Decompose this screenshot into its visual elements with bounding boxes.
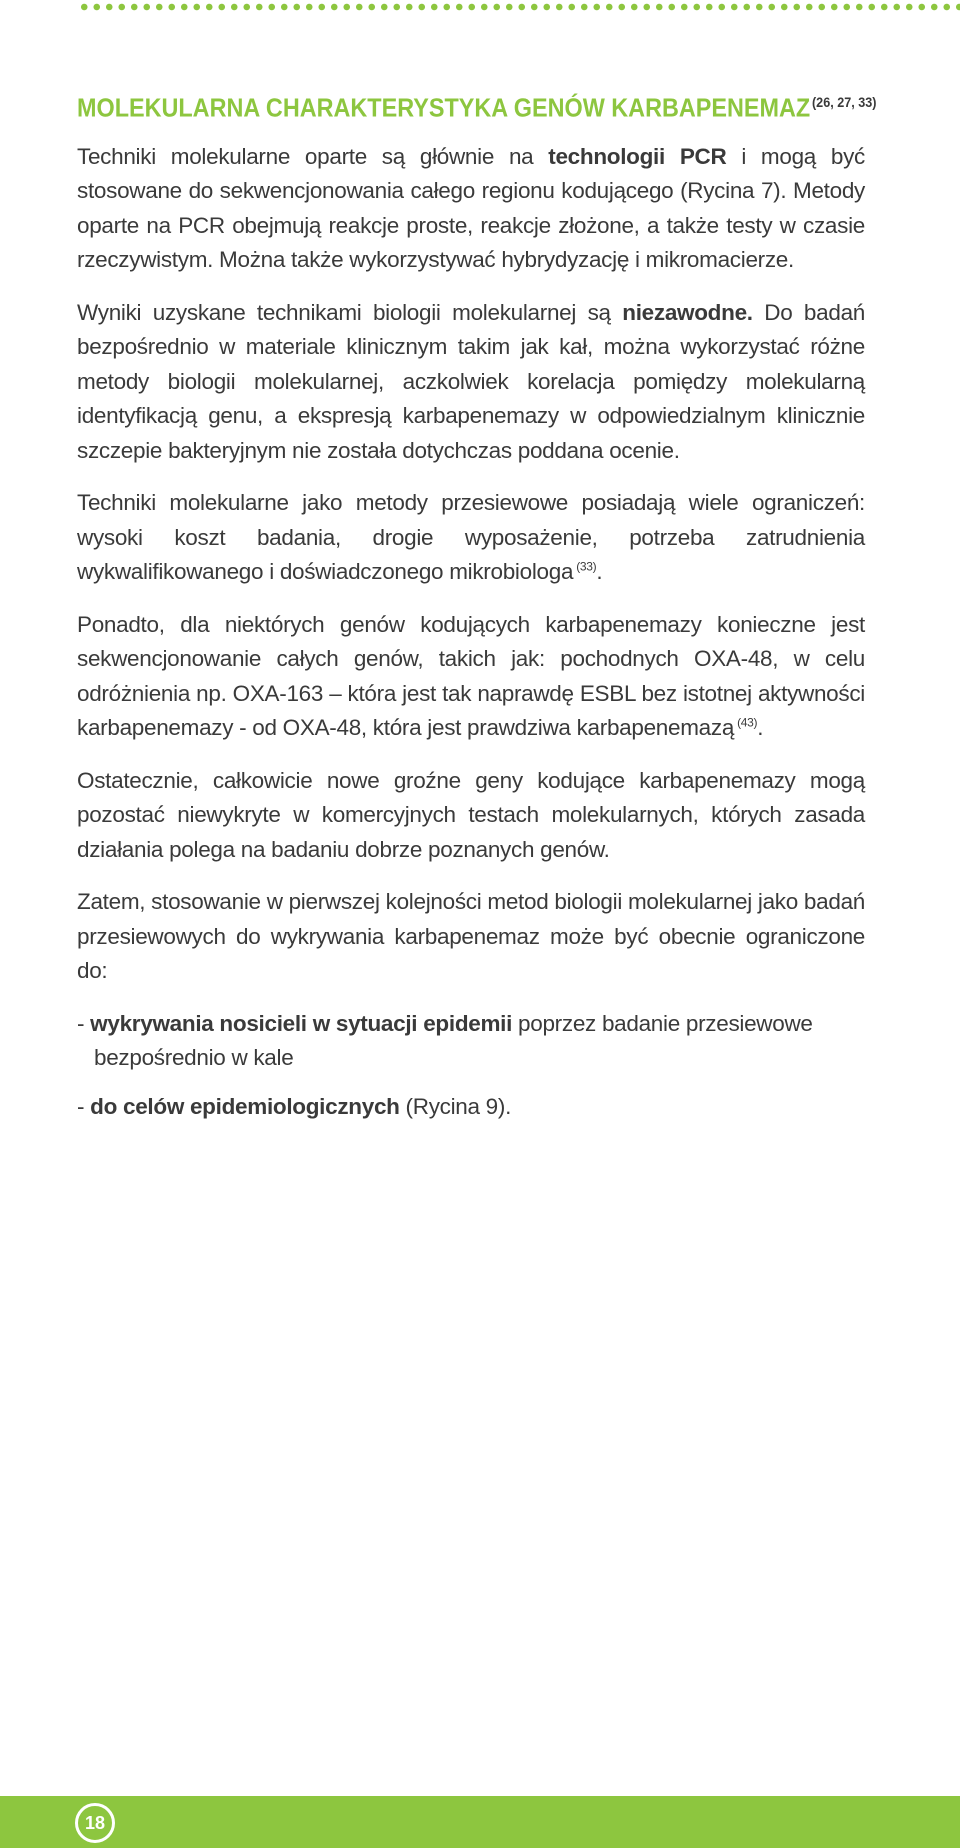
bold-term: niezawodne. [622,299,753,325]
section-heading [77,82,877,128]
paragraph-pcr [77,140,865,278]
reference-marker: (43) [734,715,758,730]
paragraph-reliability [77,296,865,469]
heading-reference: (26, 27, 33) [811,94,877,110]
paragraph-text: Ponadto, dla niektórych genów kodujących karbapenemazy konieczne jest sekwencjonowanie całych genów, takich jak: pochodnych OXA-48, w celu odróżnienia np. OXA-163 – która jest tak naprawdę ESBL bez istotnej aktywności karbapenemazy - od OXA-48, która jest prawdziwa karbapenemazą [77,611,865,741]
bullet-dash: - [77,1093,91,1119]
bullet-item [77,1007,865,1076]
paragraph-limitations [77,486,865,590]
paragraph-text: Techniki molekularne oparte są głównie na [77,143,549,169]
paragraph-text: . [757,715,764,741]
paragraph-sequencing [77,608,865,746]
paragraph-text: i mogą być stosowane do sekwencjonowania całego regionu kodującego (Rycina 7). Metody oparte na PCR obejmują reakcje proste, reakcje złożone, a także testy w czasie rzeczywistym. Można także wykorzystywać hybrydyzację i mikromacierze. [77,143,866,273]
footer-bar [0,1796,960,1848]
bullet-item [77,1090,865,1125]
paragraph-text: Techniki molekularne jako metody przesiewowe posiadają wiele ograniczeń: wysoki koszt badania, drogie wyposażenie, potrzeba zatrudnienia wykwalifikowanego i doświadczonego mikrobiologa [77,490,865,585]
decorative-dotted-border [78,2,960,12]
paragraph-text: (Rycina 9). [399,1093,512,1119]
paragraph-text: poprzez badanie przesiewowe bezpośrednio w kale [94,1010,813,1071]
paragraph-text: Zatem, stosowanie w pierwszej kolejności metod biologii molekularnej jako badań przesiewowych do wykrywania karbapenemaz może być obecnie ograniczone do: [77,889,865,984]
section-heading-title: MOLEKULARNA CHARAKTERYSTYKA GENÓW KARBAPENEMAZ [77,92,811,123]
page-content [77,82,877,1138]
page-number: 18 [75,1803,115,1843]
bold-term: wykrywania nosicieli w sytuacji epidemii [90,1010,513,1036]
paragraph-conclusion [77,885,865,989]
paragraph-text: Wyniki uzyskane technikami biologii molekularnej są [77,299,623,325]
paragraph-text: Ostatecznie, całkowicie nowe groźne geny kodujące karbapenemazy mogą pozostać niewykryte w komercyjnych testach molekularnych, których zasada działania polega na badaniu dobrze poznanych genów. [77,767,865,862]
reference-marker: (33) [573,559,597,574]
paragraph-text: . [596,559,603,585]
paragraph-text: Do badań bezpośrednio w materiale klinicznym takim jak kał, można wykorzystać różne metody biologii molekularnej, aczkolwiek korelacja pomiędzy molekularną identyfikacją genu, a ekspresją karbapenemazy w odpowiedzialnym klinicznie szczepie bakteryjnym nie została dotychczas poddana ocenie. [77,299,865,463]
paragraph-new-genes [77,764,865,868]
bold-term: do celów epidemiologicznych [90,1093,400,1119]
bold-term: technologii PCR [548,143,727,169]
bullet-dash: - [77,1010,91,1036]
